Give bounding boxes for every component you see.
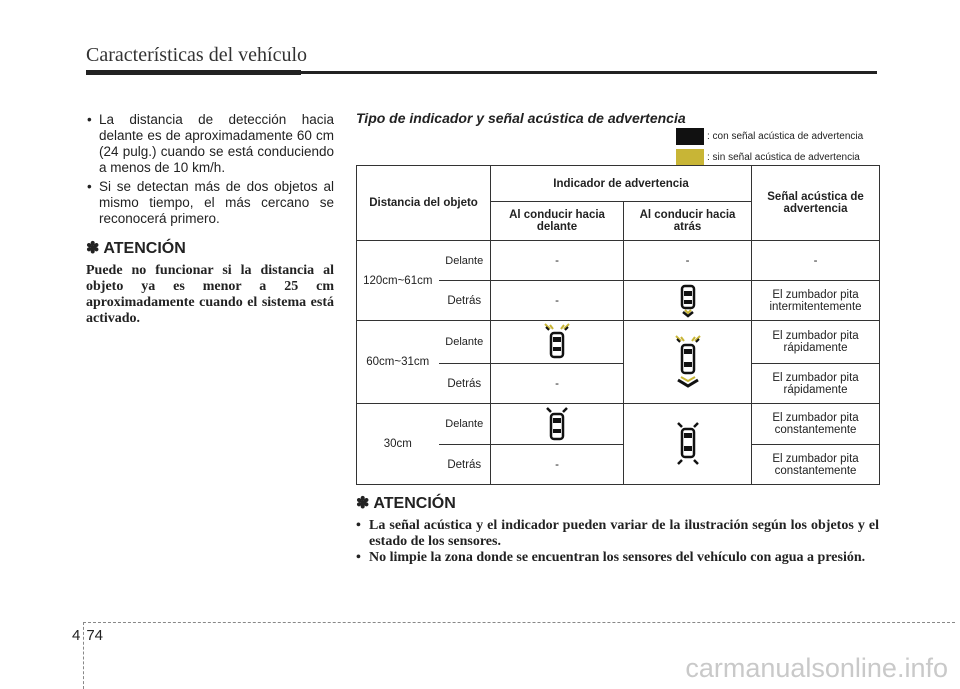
car-rear-sensor-icon [678, 283, 698, 319]
signal-cell: - [752, 241, 880, 281]
attention-heading [86, 241, 334, 257]
signal-cell: El zumbador pita rápidamente [752, 321, 880, 364]
left-column [86, 112, 334, 327]
chapter-number: 4 [72, 627, 81, 644]
warning-indicator-table [356, 165, 880, 485]
asterisk-icon: ✽ [356, 495, 370, 512]
reverse-indicator-cell [624, 321, 752, 404]
attention-block [356, 493, 879, 566]
header-rule [86, 71, 877, 74]
car-front-close-icon [543, 405, 571, 443]
signal-cell: El zumbador pita rápidamente [752, 364, 880, 404]
header-signal: Señal acústica de advertencia [752, 166, 880, 241]
position-cell: Delante [439, 321, 491, 364]
attention-list [356, 518, 879, 566]
car-front-sensor-icon [541, 322, 573, 362]
position-cell: Delante [439, 404, 491, 445]
distance-cell: 60cm~31cm [357, 321, 439, 404]
signal-cell: El zumbador pita intermitentemente [752, 281, 880, 321]
watermark: carmanualsonline.info [685, 653, 948, 683]
signal-cell: El zumbador pita constantemente [752, 445, 880, 485]
distance-cell: 30cm [357, 404, 439, 485]
position-cell: Detrás [439, 445, 491, 485]
attention-text: Puede no funcionar si la distancia al objeto ya es menor a 25 cm aproximadamente cuando el sistema está activado. [86, 263, 334, 326]
legend [676, 127, 863, 169]
header-distance: Distancia del objeto [357, 166, 491, 241]
forward-cell: - [491, 241, 624, 281]
reverse-indicator-cell [624, 404, 752, 485]
reverse-cell: - [624, 241, 752, 281]
attention-title: ATENCIÓN [373, 495, 456, 512]
car-front-rear-sensor-icon [672, 334, 704, 390]
bullet-item: • La distancia de detección hacia delante es de aproximadamente 60 cm (24 pulg.) cuando se está conduciendo a menos de 10 km/h. [86, 112, 334, 176]
legend-item-with-sound [676, 127, 863, 146]
legend-swatch-black [676, 128, 704, 145]
forward-cell: - [491, 281, 624, 321]
asterisk-icon: ✽ [86, 240, 100, 257]
forward-indicator-cell [491, 404, 624, 445]
reverse-indicator-cell [624, 281, 752, 321]
forward-cell: - [491, 445, 624, 485]
header-indicator: Indicador de advertencia [491, 166, 752, 202]
page-header-title: Características del vehículo [86, 44, 308, 66]
forward-cell: - [491, 364, 624, 404]
legend-label: : sin señal acústica de advertencia [707, 152, 860, 163]
legend-label: : con señal acústica de advertencia [707, 131, 864, 142]
legend-swatch-olive [676, 149, 704, 166]
page-number [72, 627, 103, 644]
header-reverse: Al conducir hacia atrás [624, 202, 752, 241]
position-cell: Delante [439, 241, 491, 281]
forward-indicator-cell [491, 321, 624, 364]
position-cell: Detrás [439, 281, 491, 321]
signal-cell: El zumbador pita constantemente [752, 404, 880, 445]
distance-cell: 120cm~61cm [357, 241, 439, 321]
header-forward: Al conducir hacia delante [491, 202, 624, 241]
page-number-value: 74 [86, 627, 104, 644]
section-title: Tipo de indicador y señal acústica de advertencia [356, 110, 686, 126]
bullet-item: • Si se detectan más de dos objetos al mismo tiempo, el más cercano se reconocerá primero. [86, 179, 334, 227]
position-cell: Detrás [439, 364, 491, 404]
attention-heading [356, 493, 879, 513]
footer-rule [83, 622, 955, 623]
attention-item: • La señal acústica y el indicador pueden variar de la ilustración según los objetos y el estado de los sensores. [356, 518, 879, 550]
bullet-list [86, 112, 334, 227]
attention-title: ATENCIÓN [103, 240, 186, 257]
attention-item: • No limpie la zona donde se encuentran los sensores del vehículo con agua a presión. [356, 550, 879, 566]
car-front-rear-close-icon [674, 420, 702, 468]
